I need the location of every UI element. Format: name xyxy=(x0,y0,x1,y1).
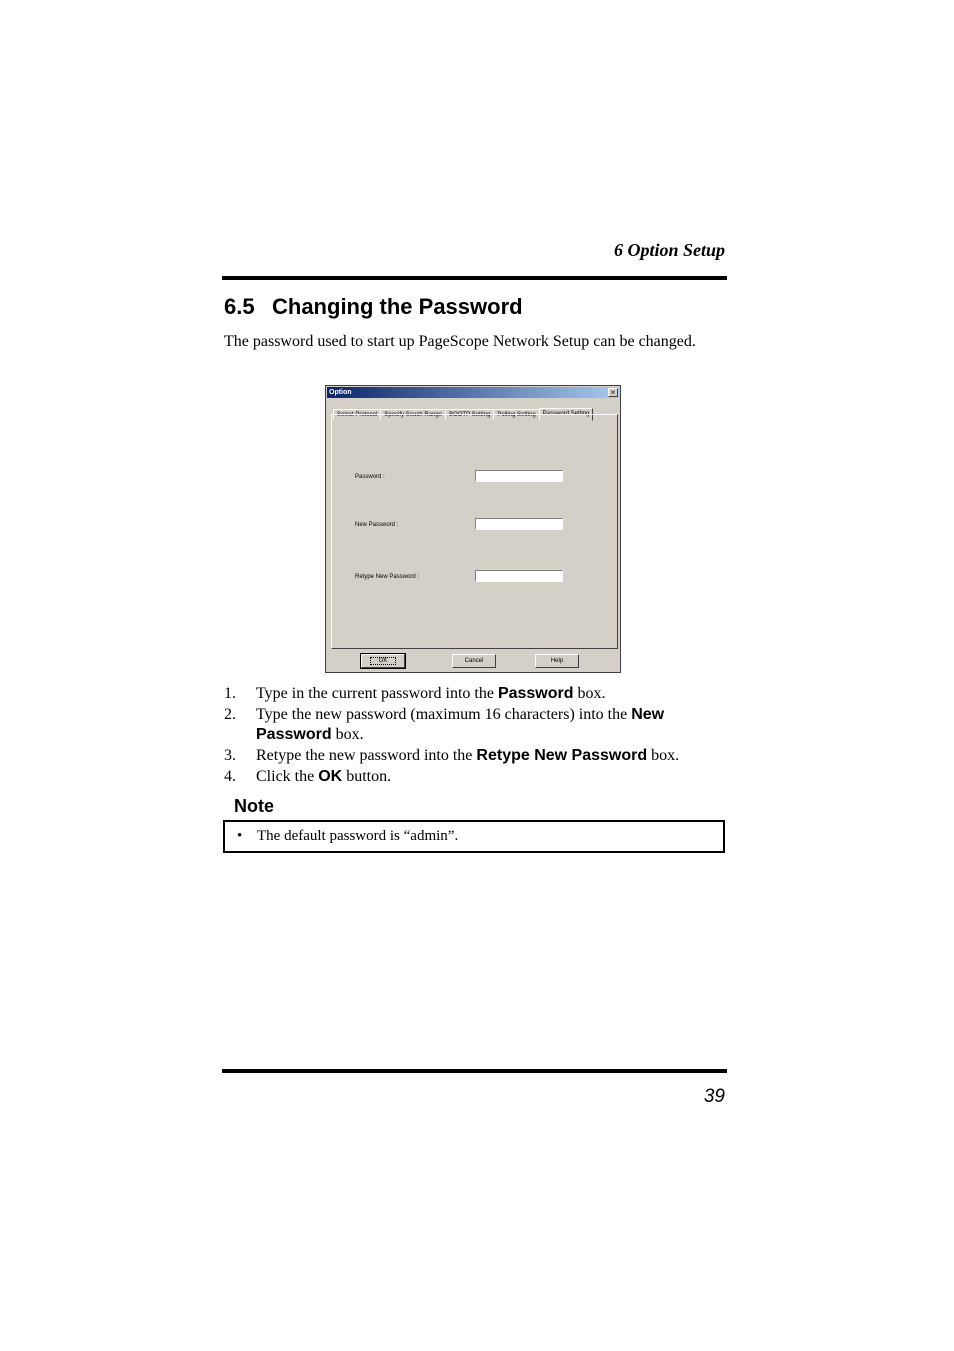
section-number: 6.5 xyxy=(224,294,255,319)
step-text-end: box. xyxy=(331,726,364,743)
cancel-button[interactable]: Cancel xyxy=(452,654,496,668)
step-number: 3. xyxy=(224,747,236,764)
tab-polling-setting[interactable]: Polling Setting xyxy=(493,409,539,420)
steps-list xyxy=(224,684,724,788)
tab-strip xyxy=(333,402,592,418)
step-keyword: Password xyxy=(497,685,574,702)
new-password-input[interactable] xyxy=(475,518,563,530)
ok-button-label: OK xyxy=(370,657,397,665)
list-item xyxy=(224,705,724,745)
close-icon[interactable]: × xyxy=(608,388,618,397)
step-number: 4. xyxy=(224,768,236,785)
option-dialog xyxy=(325,385,621,673)
tab-select-protocol[interactable]: Select Protocol xyxy=(333,409,381,420)
retype-new-password-label: Retype New Password : xyxy=(355,574,420,580)
list-item xyxy=(224,767,724,787)
step-keyword: OK xyxy=(318,768,343,785)
intro-paragraph: The password used to start up PageScope Network Setup can be changed. xyxy=(224,333,696,350)
tab-panel xyxy=(331,414,618,649)
note-box xyxy=(223,820,725,853)
step-keyword: New Password xyxy=(256,706,665,743)
step-text: Type the new password (maximum 16 characters) into the xyxy=(256,706,632,723)
step-text-end: box. xyxy=(573,685,606,702)
step-number: 1. xyxy=(224,685,236,702)
step-text-end: box. xyxy=(647,747,680,764)
footer-rule xyxy=(222,1069,727,1073)
tab-password-setting[interactable]: Password Setting xyxy=(539,408,594,421)
step-text: Type in the current password into the xyxy=(256,685,498,702)
dialog-titlebar xyxy=(327,387,619,398)
page-number: 39 xyxy=(703,1086,725,1107)
password-input[interactable] xyxy=(475,470,563,482)
ok-button[interactable] xyxy=(361,654,405,668)
section-title xyxy=(224,294,523,320)
step-text-end: button. xyxy=(342,768,392,785)
help-button[interactable]: Help xyxy=(535,654,579,668)
list-item xyxy=(224,746,724,766)
retype-new-password-input[interactable] xyxy=(475,570,563,582)
chapter-header: 6 Option Setup xyxy=(613,240,725,260)
header-rule xyxy=(222,276,727,280)
note-text: The default password is “admin”. xyxy=(257,828,459,844)
section-title-text: Changing the Password xyxy=(272,294,523,319)
note-title: Note xyxy=(234,796,274,816)
dialog-title: Option xyxy=(329,389,352,396)
tab-specify-search-range[interactable]: Specify Seach Range xyxy=(380,409,446,420)
step-number: 2. xyxy=(224,706,236,723)
tab-bootp-setting[interactable]: BOOTP Setting xyxy=(445,409,494,420)
bullet-icon: • xyxy=(237,828,243,844)
step-keyword: Retype New Password xyxy=(476,747,648,764)
step-text: Retype the new password into the xyxy=(256,747,477,764)
step-text: Click the xyxy=(256,768,319,785)
password-label: Password : xyxy=(355,474,385,480)
new-password-label: New Password : xyxy=(355,522,399,528)
list-item xyxy=(224,684,724,704)
